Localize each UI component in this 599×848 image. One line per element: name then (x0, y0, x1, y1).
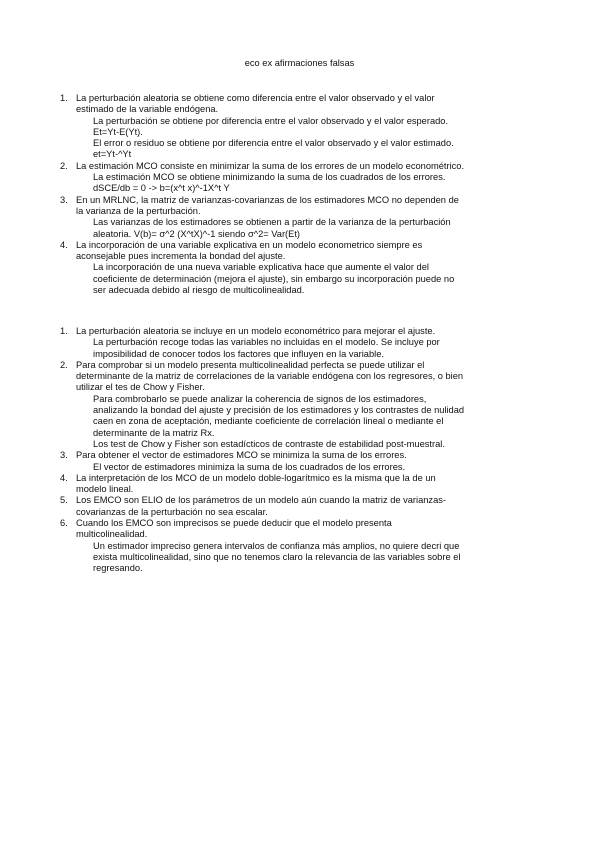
false-statement (0, 360, 599, 394)
false-statement (0, 195, 599, 218)
statement-line: La estimación MCO consiste en minimizar la suma de los errores de un modelo econométrico. (76, 160, 465, 171)
statement-line: La incorporación de una variable explicativa en un modelo econometrico siempre es (76, 239, 423, 250)
correction-line: La perturbación se obtiene por diferencia entre el valor observado y el valor esperado. (93, 115, 449, 126)
correction-text (0, 262, 599, 296)
first-statement-list (0, 93, 599, 296)
correction-line: El vector de estimadores minimiza la suma de los cuadrados de los errores. (93, 461, 406, 472)
correction-text (0, 116, 599, 161)
correction-line: aleatoria. V(b)= σ^2 (X^tX)^-1 siendo σ^2= Var(Et) (93, 228, 301, 239)
statement-line: aconsejable pues incrementa la bondad del ajuste. (76, 251, 286, 262)
correction-line: ser adecuada debido al riesgo de multicolinealidad. (93, 285, 305, 296)
item-number: 4. (60, 472, 68, 483)
correction-line: Para combrobarlo se puede analizar la coherencia de signos de los estimadores, (93, 393, 427, 404)
false-statement (0, 518, 599, 541)
correction-line: Et=Yt-E(Yt). (93, 126, 143, 137)
document-title: eco ex afirmaciones falsas (244, 58, 355, 68)
statement-line: la varianza de la perturbación. (76, 205, 201, 216)
statement-line: multicolinealidad. (76, 529, 148, 540)
correction-line: regresando. (93, 563, 143, 574)
statement-line: Los EMCO son ELIO de los parámetros de un modelo aún cuando la matriz de varianzas- (76, 495, 447, 506)
statement-line: La perturbación aleatoria se obtiene como diferencia entre el valor observado y el valor (76, 93, 435, 103)
statement-line: En un MRLNC, la matriz de varianzas-covarianzas de los estimadores MCO no dependen de (76, 194, 459, 205)
statement-line: Cuando los EMCO son imprecisos se puede deducir que el modelo presenta (76, 518, 392, 529)
statement-line: determinante de la matriz de correlaciones de la variable endógena con los regresores, o bien (76, 371, 464, 382)
list-item (0, 473, 599, 496)
item-number: 2. (60, 160, 68, 171)
correction-line: et=Yt-^Yt (93, 149, 132, 160)
false-statement (0, 161, 599, 172)
item-number: 1. (60, 326, 68, 336)
correction-line: coeficiente de determinación (mejora el ajuste), sin embargo su incorporación puede no (93, 273, 455, 284)
correction-line: dSCE/db = 0 -> b=(x^t x)^-1X^t Y (93, 183, 230, 194)
correction-text (0, 337, 599, 360)
correction-text (0, 394, 599, 450)
correction-line: analizando la bondad del ajuste y precisión de los estimadores y los contrastes de nulidad (93, 405, 465, 416)
correction-line: determinante de la matriz Rx. (93, 427, 215, 438)
false-statement (0, 495, 599, 518)
false-statement (0, 450, 599, 461)
correction-line: El error o residuo se obtiene por diferencia entre el valor observado y el valor estimado. (93, 138, 454, 149)
list-item (0, 518, 599, 574)
statement-line: Para obtener el vector de estimadores MCO se minimiza la suma de los errores. (76, 450, 407, 461)
correction-line: exista multicolinealidad, sino que no tenemos claro la relevancia de las variables sobre el (93, 551, 461, 562)
list-item (0, 360, 599, 450)
item-number: 2. (60, 359, 68, 370)
false-statement (0, 240, 599, 263)
item-number: 4. (60, 239, 68, 250)
item-number: 5. (60, 495, 68, 506)
correction-line: caen en zona de aceptación, mediante coeficiente de correlación lineal o mediante el (93, 416, 444, 427)
list-item (0, 161, 599, 195)
correction-line: La incorporación de una nueva variable explicativa hace que aumente el valor del (93, 262, 429, 273)
correction-line: Un estimador impreciso genera intervalos de confianza más amplios, no quiere decri que (93, 540, 460, 551)
list-item (0, 326, 599, 360)
statement-line: Para comprobar si un modelo presenta multicolinealidad perfecta se puede utilizar el (76, 359, 425, 370)
item-number: 3. (60, 450, 68, 461)
item-number: 3. (60, 194, 68, 205)
false-statement (0, 326, 599, 337)
list-item (0, 450, 599, 473)
correction-text (0, 462, 599, 473)
correction-line: imposibilidad de conocer todos los factores que influyen en la variable. (93, 348, 384, 359)
statement-line: modelo lineal. (76, 484, 134, 495)
statement-line: estimado de la variable endógena. (76, 104, 219, 115)
item-number: 1. (60, 93, 68, 103)
correction-line: Los test de Chow y Fisher son estadícticos de contraste de estabilidad post-muestral. (93, 438, 445, 449)
item-number: 6. (60, 518, 68, 529)
false-statement (0, 93, 599, 116)
statement-line: utilizar el tes de Chow y Fisher. (76, 382, 205, 393)
list-item (0, 495, 599, 518)
correction-line: Las varianzas de los estimadores se obtienen a partir de la varianza de la perturbación (93, 217, 451, 228)
statement-line: La interpretación de los MCO de un modelo doble-logarítmico es la misma que la de un (76, 472, 436, 483)
false-statement (0, 473, 599, 496)
second-statement-list (0, 326, 599, 575)
correction-line: La estimación MCO se obtiene minimizando la suma de los cuadrados de los errores. (93, 172, 446, 183)
list-item (0, 240, 599, 296)
statement-line: La perturbación aleatoria se incluye en un modelo econométrico para mejorar el ajuste. (76, 326, 436, 336)
correction-text (0, 217, 599, 240)
correction-text (0, 541, 599, 575)
correction-line: La perturbación recoge todas las variables no incluidas en el modelo. Se incluye por (93, 337, 440, 348)
correction-text (0, 172, 599, 195)
list-item (0, 195, 599, 240)
list-item (0, 93, 599, 161)
statement-line: covarianzas de la perturbación no sea escalar. (76, 506, 268, 517)
